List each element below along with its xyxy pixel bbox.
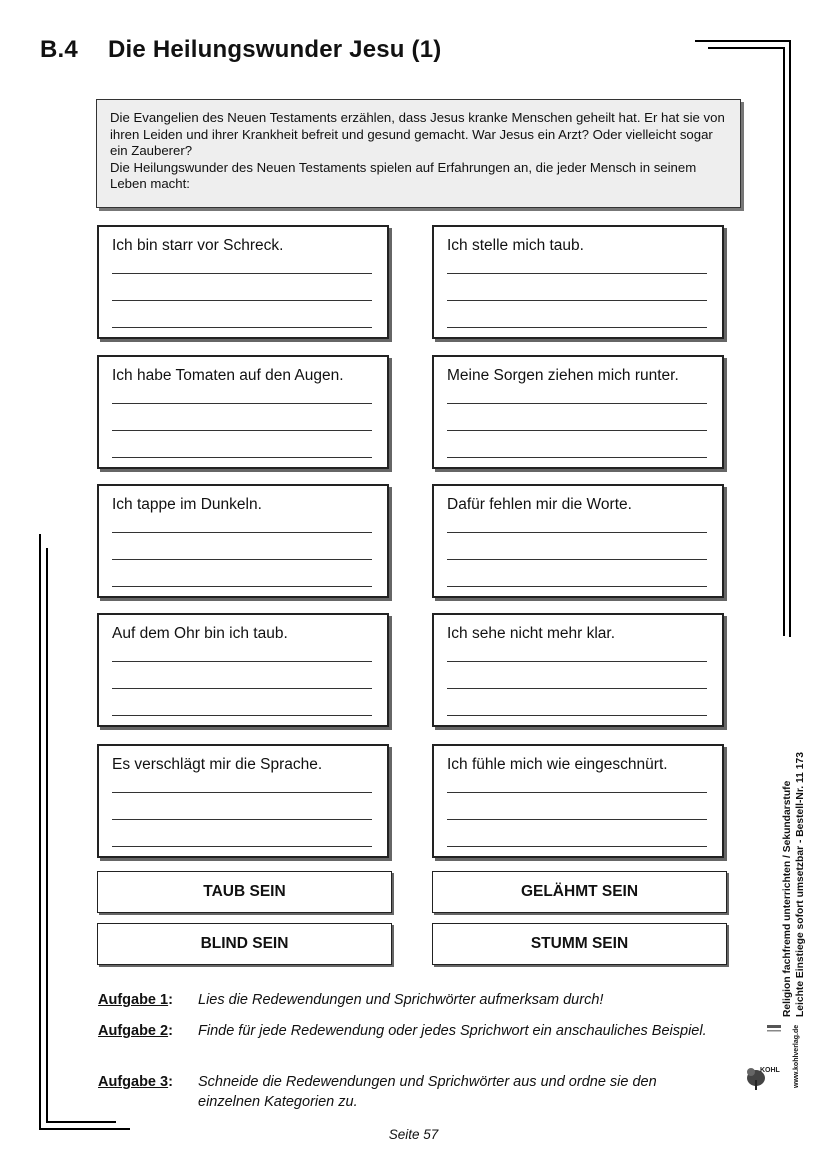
writing-line [112, 715, 372, 716]
phrase-card [432, 355, 724, 469]
publisher-info-line-1: Religion fachfremd unterrichten / Sekundarstufe [782, 780, 793, 1017]
task-text: Schneide die Redewendungen und Sprichwörter aus und ordne sie den einzelnen Kategorien zu. [198, 1074, 657, 1110]
phrase-text: Ich bin starr vor Schreck. [112, 237, 284, 254]
writing-line [112, 586, 372, 587]
corner-line-right-outer [789, 40, 791, 637]
corner-line-bottom-inner [46, 1121, 116, 1123]
writing-line [112, 559, 372, 560]
writing-line [112, 819, 372, 820]
svg-text:KOHL: KOHL [760, 1067, 780, 1074]
category-taub-sein: TAUB SEIN [97, 871, 392, 913]
corner-line-left-outer [39, 534, 41, 1130]
corner-line-top-inner [708, 47, 785, 49]
category-gelaehmt-sein: GELÄHMT SEIN [432, 871, 727, 913]
writing-line [447, 559, 707, 560]
section-number: B.4 [40, 36, 78, 63]
writing-line [447, 532, 707, 533]
phrase-text: Dafür fehlen mir die Worte. [447, 496, 632, 513]
phrase-card [432, 744, 724, 858]
writing-line [447, 688, 707, 689]
corner-line-top-outer [695, 40, 791, 42]
writing-line [112, 688, 372, 689]
corner-line-right-inner [783, 47, 785, 636]
page-number: Seite 57 [388, 1127, 439, 1142]
task-label: Aufgabe 3: [98, 1074, 173, 1090]
writing-line [447, 819, 707, 820]
category-blind-sein: BLIND SEIN [97, 923, 392, 965]
publisher-url: www.kohlverlag.de [793, 1024, 800, 1088]
writing-line [112, 273, 372, 274]
writing-line [112, 327, 372, 328]
writing-line [447, 300, 707, 301]
writing-line [447, 273, 707, 274]
intro-box [96, 99, 741, 208]
writing-line [112, 532, 372, 533]
writing-line [112, 661, 372, 662]
writing-line [112, 846, 372, 847]
phrase-card [97, 355, 389, 469]
writing-line [447, 403, 707, 404]
section-title: Die Heilungswunder Jesu (1) [108, 36, 442, 63]
phrase-text: Ich tappe im Dunkeln. [112, 496, 262, 513]
phrase-card [432, 484, 724, 598]
writing-line [112, 430, 372, 431]
writing-line [447, 327, 707, 328]
writing-line [447, 661, 707, 662]
writing-line [447, 457, 707, 458]
page-title [40, 36, 441, 64]
intro-paragraph-2: Die Heilungswunder des Neuen Testaments spielen auf Erfahrungen an, die jeder Mensch in seinem Leben macht: [110, 159, 697, 192]
phrase-card [432, 613, 724, 727]
corner-line-left-inner [46, 548, 48, 1123]
phrase-text: Ich sehe nicht mehr klar. [447, 625, 615, 642]
phrase-text: Meine Sorgen ziehen mich runter. [447, 367, 679, 384]
category-stumm-sein: STUMM SEIN [432, 923, 727, 965]
kohl-verlag-logo-icon [745, 1022, 785, 1092]
writing-line [447, 430, 707, 431]
task-label: Aufgabe 2: [98, 1023, 173, 1039]
publisher-info [782, 707, 807, 1017]
intro-paragraph-1: Die Evangelien des Neuen Testaments erzählen, dass Jesus kranke Menschen geheilt hat. Er hat sie von ihren Leiden und ihrer Krankheit befreit und gesund gemacht. War Jesus ein Arzt? Oder vielleicht sogar ein Zauberer? [110, 110, 725, 159]
phrase-text: Ich habe Tomaten auf den Augen. [112, 367, 344, 384]
task-label: Aufgabe 1: [98, 992, 173, 1008]
writing-line [447, 715, 707, 716]
phrase-card [97, 744, 389, 858]
writing-line [112, 403, 372, 404]
phrase-card [97, 613, 389, 727]
phrase-card [97, 225, 389, 339]
writing-line [112, 457, 372, 458]
writing-line [112, 792, 372, 793]
task-text: Lies die Redewendungen und Sprichwörter aufmerksam durch! [198, 992, 604, 1008]
publisher-info-line-2: Leichte Einstiege sofort umsetzbar - Bestell-Nr. 11 173 [794, 752, 806, 1017]
writing-line [447, 792, 707, 793]
phrase-card [97, 484, 389, 598]
phrase-card [432, 225, 724, 339]
phrase-text: Es verschlägt mir die Sprache. [112, 756, 323, 773]
phrase-text: Ich stelle mich taub. [447, 237, 584, 254]
writing-line [447, 846, 707, 847]
phrase-text: Auf dem Ohr bin ich taub. [112, 625, 288, 642]
writing-line [447, 586, 707, 587]
task-text: Finde für jede Redewendung oder jedes Sprichwort ein anschauliches Beispiel. [198, 1023, 707, 1039]
phrase-text: Ich fühle mich wie eingeschnürt. [447, 756, 668, 773]
writing-line [112, 300, 372, 301]
